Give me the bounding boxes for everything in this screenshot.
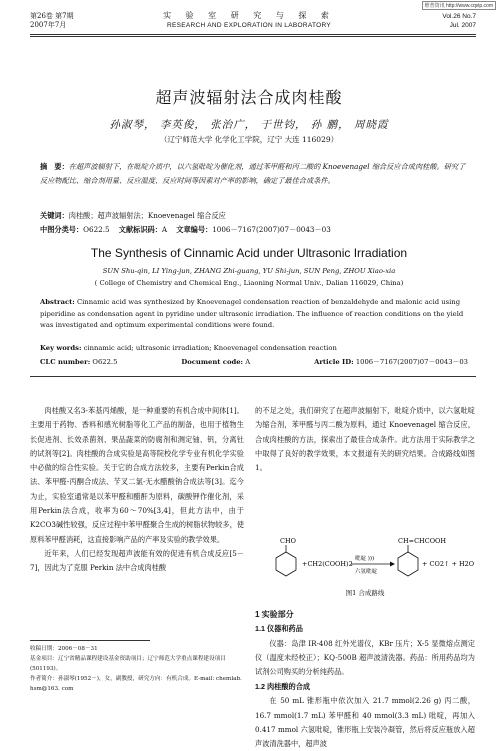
- article-id-label: 文章编号：: [176, 225, 213, 234]
- abstract-rule: [30, 376, 476, 377]
- keywords-cn-text: 肉桂酸；超声波辐射法；Knoevenagel 缩合反应: [68, 211, 226, 220]
- body-right-column-lower: [255, 608, 475, 679]
- keywords-cn-label: 关键词：: [40, 211, 69, 220]
- intro-paragraph-3: 的不足之处，我们研究了在超声波辐射下，吡啶介质中，以六氢吡啶为缩合剂，苯甲醛与丙二酸为原料，通过 Knoevenagel 缩合反应，合成肉桂酸的方法，探索出了最佳合成条件。此方法用于实际教学之中取得了良好的教学效果，本文报道有关的研究结果。合成路线如图1。: [255, 406, 475, 473]
- keywords-en-label: Key words:: [40, 344, 82, 352]
- cinnamic-acid-structure: [398, 537, 446, 576]
- abstract-en: [40, 297, 468, 332]
- footnote-author: 作者简介：孙淑琴(1952－)，女，副教授，研究方向：有机合成。E-mail: chemlab. hsm@163. com: [30, 676, 242, 692]
- classification-en: [40, 357, 468, 369]
- paper-title-cn: 超声波辐射法合成肉桂酸: [155, 88, 343, 107]
- watermark: 维普资讯 http://www.cqvip.com: [422, 1, 496, 10]
- synthesis-section: [255, 680, 475, 749]
- journal-name: [0, 11, 498, 31]
- journal-name-cn: 实 验 室 研 究 与 探 索: [163, 11, 335, 20]
- issue-date-en: Jul. 2007: [449, 22, 476, 29]
- arrow-bottom-label: 六氢吡啶: [355, 569, 378, 575]
- intro-paragraph-1: 肉桂酸又名3-苯基丙烯酸，是一种重要的有机合成中间体[1]。主要用于药物、香料和感光树脂等化工产品的制备，也用于植物生长促进剂、长效杀菌剂、果品蔬菜的防腐剂和测定铀、钒，分离钍的试剂等[2]。肉桂酸的合成实验是高等院校化学专业有机化学实验中必做的综合性实验。关于它的合成方法较多，主要有Perkin合成法、苯甲醛-丙酮合成法、苄叉二氯-无水醋酸钠合成法等[3]。迄今为止，实验室通常是以苯甲醛和醋酐为原料，碳酸钾作催化剂，采用Perkin法合成，收率为60～70%[3,4]，但此方法中，由于K2CO3碱性较强，反应过程中苯甲醛聚合生成的树脂状物较多，使原料苯甲醛消耗，这直接影响产品的产率及实验的教学效果。: [30, 406, 244, 544]
- authors-cn: 孙淑琴， 李英俊， 张治广， 于世钧， 孙 鹏， 周晓霞: [109, 119, 389, 131]
- synthesis-scheme: [258, 532, 474, 592]
- body-left-column: [30, 404, 244, 576]
- paper-title-en: The Synthesis of Cinnamic Acid under Ultrasonic Irradiation: [90, 246, 408, 260]
- product-label: CH=CHCOOH: [398, 537, 447, 545]
- body-right-column: [255, 404, 475, 475]
- keywords-en-text: cinnamic acid; ultrasonic irradiation; Knoevenagel condensation reaction: [83, 344, 337, 352]
- journal-name-en: RESEARCH AND EXPLORATION IN LABORATORY: [166, 22, 332, 29]
- classification-cn: [40, 223, 468, 237]
- cls-value: O622.5: [83, 225, 110, 234]
- subsection-heading-synthesis: 1.2 肉桂酸的合成: [255, 682, 311, 691]
- volume-issue: 第26卷 第7期: [30, 12, 74, 20]
- abstract-en-label: Abstract:: [40, 298, 75, 306]
- article-id-en-value: 1006－7167(2007)07－0043－03: [355, 358, 468, 366]
- volume-issue-en: Vol.26 No.7: [442, 13, 476, 20]
- doc-code-value: A: [161, 225, 168, 234]
- clc-group: [40, 357, 117, 369]
- abstract-cn: [40, 160, 468, 188]
- footnote-received: 收稿日期：2006－08－31: [30, 646, 98, 652]
- issue-date: 2007年7月: [30, 21, 67, 29]
- article-id-en-group: [314, 357, 468, 369]
- affiliation-en: ( College of Chemistry and Chemical Eng., Liaoning Normal Univ., Dalian 116029, China): [94, 279, 404, 287]
- article-id-en-label: Article ID:: [314, 358, 354, 366]
- byproducts-label: + CO2↑ + H2O: [422, 560, 475, 568]
- footnote: [30, 644, 244, 694]
- instruments-paragraph: 仪器：岛津 IR-408 红外光谱仪，KBr 压片；X-5 显微熔点测定仪（温度未经校正）；KQ-500B 超声波清洗器。药品：所用药品均为试剂公司购买的分析纯药品。: [255, 638, 475, 677]
- header-rule: [30, 34, 476, 35]
- article-id-value: 1006－7167(2007)07－0043－03: [212, 225, 331, 234]
- clc-value: O622.5: [92, 358, 118, 366]
- header-rule-thin: [30, 36, 476, 37]
- reagent-label: +CH2(COOH)2: [302, 560, 353, 568]
- footnote-fund: 基金项目：辽宁省精品课程建设基金资助项目；辽宁师范大学重点课程建设项目(501193)。: [30, 656, 226, 672]
- doc-code-en-label: Document code:: [181, 358, 244, 366]
- keywords-cn: [40, 209, 468, 223]
- doc-code-en-value: A: [245, 358, 251, 366]
- arrow-top-label: 吡啶 ))): [355, 556, 375, 562]
- footnote-rule: [30, 640, 150, 641]
- subsection-heading-instruments: 1.1 仪器和药品: [255, 624, 303, 634]
- journal-volume-right: [442, 12, 476, 30]
- doc-code-label: 文献标识码：: [118, 225, 162, 234]
- synthesis-paragraph: 在 50 mL 锥形瓶中依次加入 21.7 mmol(2.26 g) 丙二酸，16.7 mmol(1.7 mL) 苯甲醛和 40 mmol(3.3 mL) 吡啶，再加入 0.417 mmol 六氢吡啶，锥形瓶上安装冷凝管，然后将反应瓶放入超声波清洗器中，超声波: [255, 696, 475, 749]
- abstract-cn-text: 在超声波辐射下，在吡啶介质中，以六氢吡啶为催化剂，通过苯甲醛和丙二酸的 Knoevenagel 缩合反应合成肉桂酸。研究了反应物配比、缩合剂用量、反应温度、反应时间等因素对产率的影响，确定了最佳合成条件。: [40, 162, 466, 185]
- abstract-en-text: Cinnamic acid was synthesized by Knoevenagel condensation reaction of benzaldehyde and malonic acid using piperidine as condensation agent in pyridine under ultrasonic irradiation. The influence of reaction conditions on the yield was investigated and optimum experimental conditions were found.: [40, 298, 464, 329]
- intro-paragraph-2: 近年来，人们已经发现超声波能有效的促进有机合成反应[5－7]，因此为了克服 Perkin 法中合成肉桂酸: [30, 548, 244, 573]
- authors-en: SUN Shu-qin, LI Ying-jun, ZHANG Zhi-guang, YU Shi-jun, SUN Peng, ZHOU Xiao-xia: [102, 267, 396, 275]
- doc-code-en-group: [181, 357, 250, 369]
- benzaldehyde-structure: [276, 537, 296, 576]
- reactant-label: CHO: [280, 537, 296, 545]
- keywords-en: [40, 343, 468, 355]
- section-heading-experimental: 1 实验部分: [255, 610, 294, 619]
- clc-label: CLC number:: [40, 358, 91, 366]
- cls-label: 中图分类号：: [40, 225, 84, 234]
- figure-caption: 图1 合成路线: [345, 589, 385, 597]
- affiliation-cn: （辽宁师范大学 化学化工学院，辽宁 大连 116029）: [159, 135, 339, 144]
- abstract-cn-label: 摘 要：: [40, 162, 69, 171]
- reaction-arrowhead: [390, 562, 395, 567]
